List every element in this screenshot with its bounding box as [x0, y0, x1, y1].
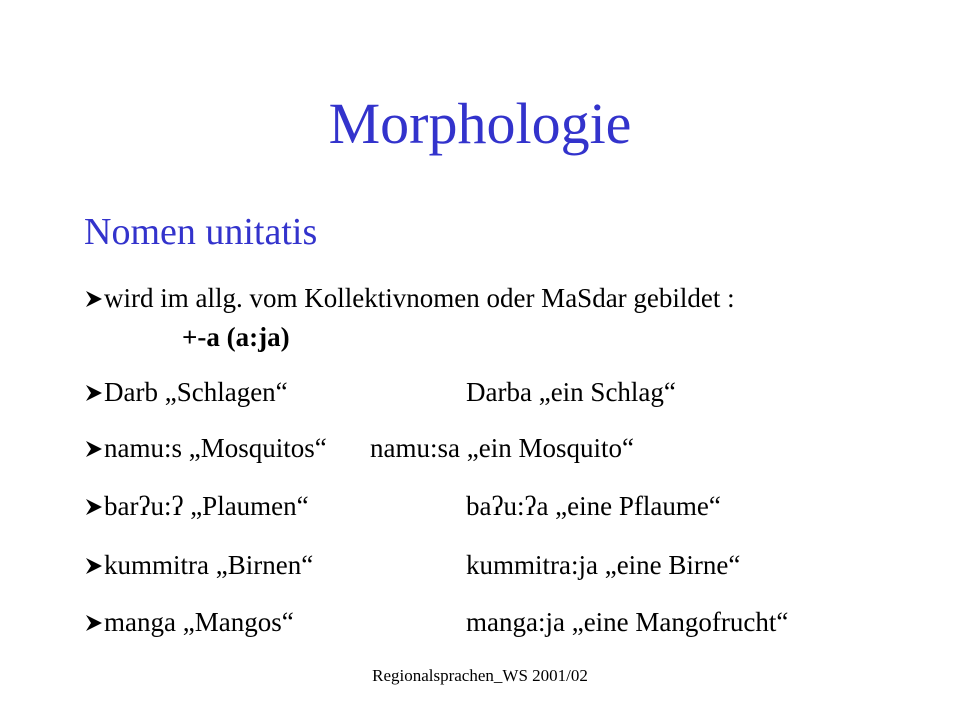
example-row	[84, 548, 741, 582]
arrowhead-bullet-icon	[84, 383, 104, 403]
arrowhead-bullet-icon	[84, 556, 104, 576]
example-unit-form: namu:sa „ein Mosquito“	[370, 433, 634, 463]
slide-subtitle: Nomen unitatis	[84, 211, 318, 253]
arrowhead-bullet-icon	[84, 497, 104, 517]
arrowhead-bullet-icon	[84, 439, 104, 459]
example-collective: kummitra „Birnen“	[104, 550, 314, 580]
bullet-line-intro	[84, 281, 735, 315]
intro-text: wird im allg. vom Kollektivnomen oder MaSdar gebildet :	[104, 283, 735, 313]
slide-footer: Regionalsprachen_WS 2001/02	[372, 666, 588, 685]
arrowhead-bullet-icon	[84, 289, 104, 309]
example-unit-form: manga:ja „eine Mangofrucht“	[466, 607, 789, 637]
slide-title: Morphologie	[328, 91, 632, 156]
example-unit-form: kummitra:ja „eine Birne“	[466, 550, 741, 580]
example-row	[84, 605, 789, 639]
example-collective: namu:s „Mosquitos“	[104, 433, 327, 463]
example-unit-form: baʔu:ʔa „eine Pflaume“	[466, 491, 721, 521]
example-row	[84, 431, 634, 465]
example-collective: Darb „Schlagen“	[104, 377, 288, 407]
example-collective: barʔu:ʔ „Plaumen“	[104, 491, 309, 521]
example-unit-form: Darba „ein Schlag“	[466, 377, 676, 407]
example-row	[84, 489, 721, 523]
example-collective: manga „Mangos“	[104, 607, 294, 637]
arrowhead-bullet-icon	[84, 613, 104, 633]
intro-suffix: +-a (a:ja)	[182, 322, 290, 352]
example-row	[84, 375, 676, 409]
